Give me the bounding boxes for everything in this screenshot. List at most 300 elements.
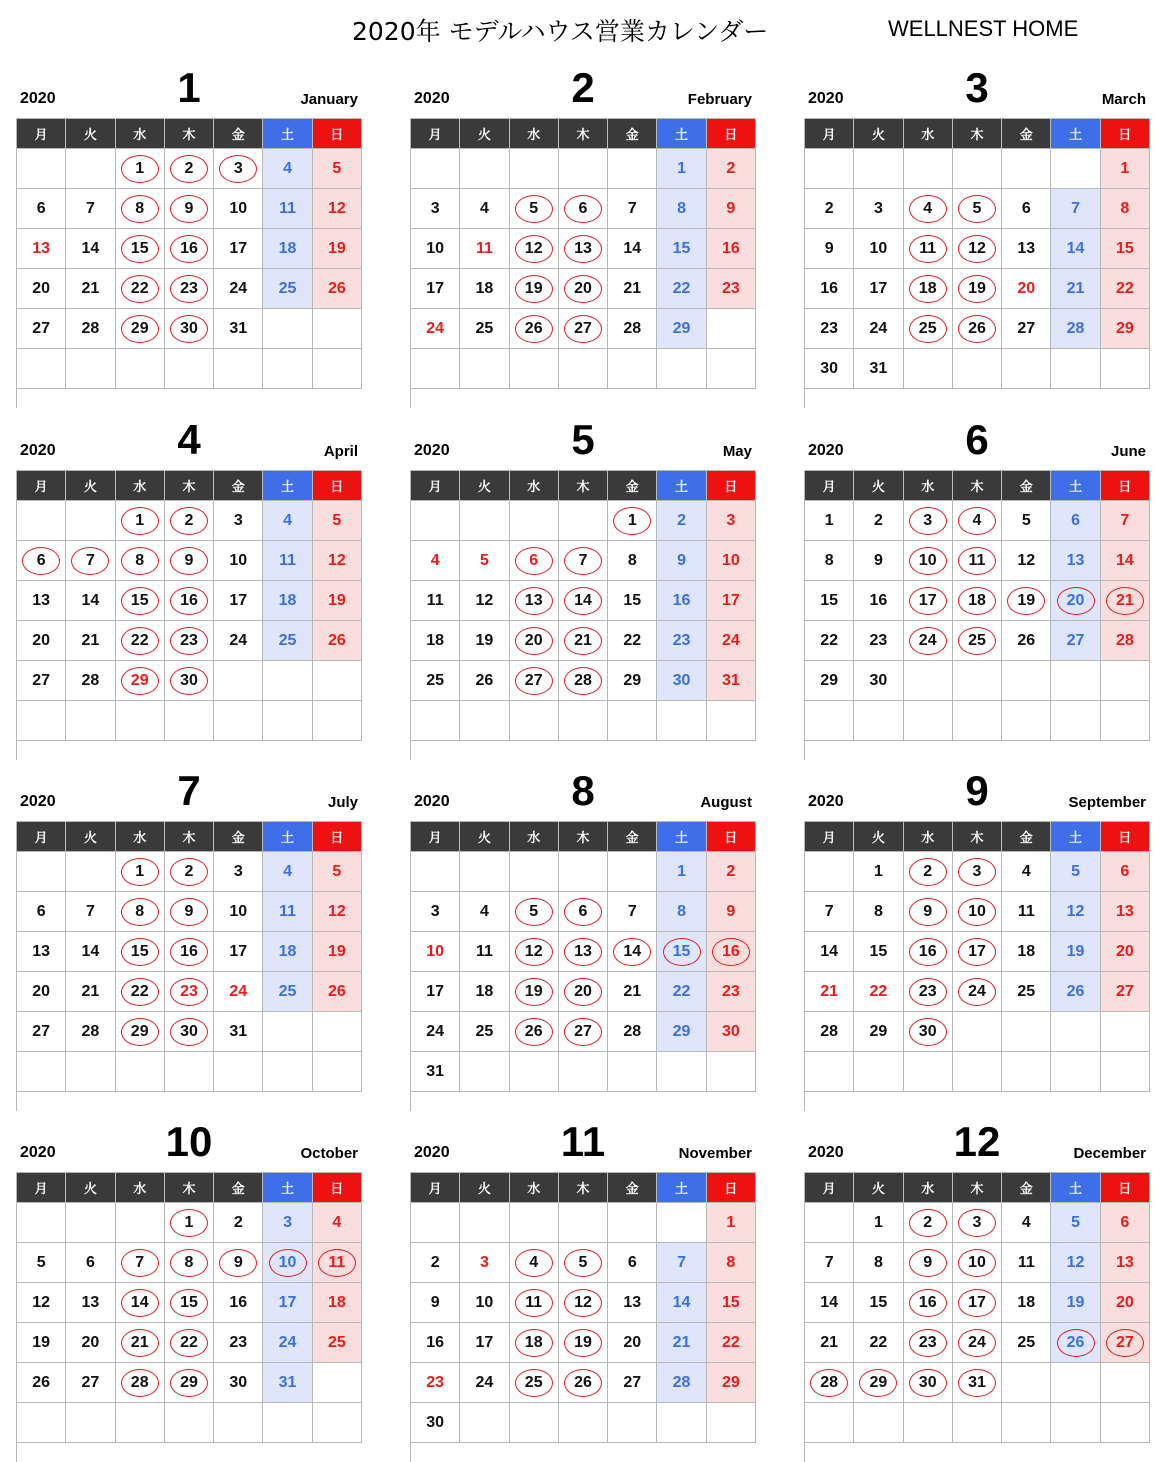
month-july [16, 767, 362, 1111]
day-cell-closed: 29 [116, 1012, 165, 1052]
day-cell: 25 [263, 972, 312, 1012]
day-cell: 4 [263, 501, 312, 541]
empty-cell [805, 1052, 854, 1092]
day-cell: 5 [313, 852, 362, 892]
day-cell: 17 [214, 932, 263, 972]
day-cell-closed: 26 [953, 309, 1002, 349]
empty-cell [510, 852, 559, 892]
day-cell-closed: 8 [116, 892, 165, 932]
day-cell-closed: 26 [1051, 1323, 1100, 1363]
weekday-header: 水 [510, 1173, 559, 1203]
day-cell: 25 [1002, 1323, 1051, 1363]
day-cell-closed: 1 [165, 1203, 214, 1243]
day-cell: 27 [17, 661, 66, 701]
day-cell-closed: 28 [116, 1363, 165, 1403]
empty-cell [460, 1203, 509, 1243]
empty-cell [608, 852, 657, 892]
day-cell: 7 [805, 892, 854, 932]
empty-cell [1002, 1052, 1051, 1092]
month-name: May [722, 443, 752, 460]
empty-cell [214, 661, 263, 701]
weekday-header: 火 [66, 1173, 115, 1203]
day-cell: 19 [313, 932, 362, 972]
weekday-header: 日 [313, 822, 362, 852]
empty-cell [657, 701, 706, 741]
day-cell-closed: 21 [559, 621, 608, 661]
day-cell: 16 [707, 229, 756, 269]
day-cell: 19 [1051, 1283, 1100, 1323]
day-cell: 8 [854, 1243, 903, 1283]
day-cell: 5 [1051, 852, 1100, 892]
month-number: 12 [953, 1118, 1001, 1165]
day-cell: 19 [460, 621, 509, 661]
weekday-header: 月 [411, 471, 460, 501]
weekday-header: 火 [66, 119, 115, 149]
day-cell: 27 [17, 309, 66, 349]
day-cell: 15 [657, 229, 706, 269]
empty-cell [66, 149, 115, 189]
month-name: April [323, 443, 358, 460]
day-cell-closed: 27 [559, 1012, 608, 1052]
day-cell: 29 [1101, 309, 1150, 349]
day-cell: 22 [854, 1323, 903, 1363]
day-cell-closed: 25 [953, 621, 1002, 661]
day-cell-closed: 20 [1051, 581, 1100, 621]
day-cell: 29 [608, 661, 657, 701]
day-cell: 26 [17, 1363, 66, 1403]
day-cell-closed: 4 [953, 501, 1002, 541]
empty-cell [1101, 1012, 1150, 1052]
month-grid [804, 118, 1150, 408]
empty-cell [66, 349, 115, 389]
empty-cell [411, 149, 460, 189]
day-cell: 14 [1051, 229, 1100, 269]
day-cell-closed: 11 [904, 229, 953, 269]
day-cell: 13 [66, 1283, 115, 1323]
day-cell: 17 [460, 1323, 509, 1363]
day-cell: 1 [1101, 149, 1150, 189]
day-cell-closed: 9 [165, 892, 214, 932]
day-cell-closed: 8 [116, 189, 165, 229]
day-cell: 14 [608, 229, 657, 269]
day-cell-closed: 16 [165, 932, 214, 972]
day-cell: 20 [66, 1323, 115, 1363]
weekday-header: 金 [214, 1173, 263, 1203]
day-cell: 12 [313, 892, 362, 932]
empty-cell [313, 349, 362, 389]
day-cell-closed: 5 [953, 189, 1002, 229]
weekday-header: 火 [460, 471, 509, 501]
day-cell-closed: 11 [953, 541, 1002, 581]
day-cell: 6 [608, 1243, 657, 1283]
day-cell-closed: 18 [953, 581, 1002, 621]
weekday-header: 月 [805, 471, 854, 501]
empty-cell [510, 501, 559, 541]
empty-cell [1101, 1052, 1150, 1092]
day-cell: 29 [657, 309, 706, 349]
day-cell: 7 [608, 189, 657, 229]
day-cell: 28 [66, 661, 115, 701]
day-cell: 10 [854, 229, 903, 269]
month-may [410, 416, 756, 760]
day-cell: 24 [411, 1012, 460, 1052]
day-cell-closed: 19 [510, 269, 559, 309]
weekday-header: 金 [214, 119, 263, 149]
empty-cell [904, 1052, 953, 1092]
day-cell: 28 [657, 1363, 706, 1403]
day-cell-closed: 30 [165, 661, 214, 701]
day-cell: 9 [805, 229, 854, 269]
day-cell: 22 [657, 972, 706, 1012]
empty-cell [707, 1403, 756, 1443]
day-cell-closed: 23 [165, 972, 214, 1012]
month-year: 2020 [808, 793, 844, 810]
weekday-header: 木 [559, 1173, 608, 1203]
empty-cell [904, 149, 953, 189]
day-cell: 8 [707, 1243, 756, 1283]
day-cell: 8 [854, 892, 903, 932]
day-cell-closed: 18 [510, 1323, 559, 1363]
empty-cell [263, 701, 312, 741]
day-cell: 1 [657, 149, 706, 189]
empty-cell [1002, 349, 1051, 389]
month-february [410, 64, 756, 408]
weekday-header: 金 [608, 1173, 657, 1203]
day-cell: 21 [608, 972, 657, 1012]
weekday-header: 木 [953, 1173, 1002, 1203]
empty-cell [1002, 1363, 1051, 1403]
day-cell-closed: 24 [953, 972, 1002, 1012]
day-cell: 3 [214, 501, 263, 541]
empty-cell [411, 852, 460, 892]
month-grid [804, 470, 1150, 760]
day-cell: 23 [707, 269, 756, 309]
month-year: 2020 [414, 442, 450, 459]
day-cell: 15 [608, 581, 657, 621]
empty-cell [707, 1052, 756, 1092]
empty-cell [904, 661, 953, 701]
day-cell: 2 [707, 149, 756, 189]
weekday-header: 金 [1002, 119, 1051, 149]
day-cell: 21 [805, 972, 854, 1012]
day-cell-closed: 5 [510, 892, 559, 932]
weekday-header: 月 [411, 1173, 460, 1203]
day-cell-closed: 31 [953, 1363, 1002, 1403]
month-year: 2020 [20, 90, 56, 107]
day-cell: 24 [854, 309, 903, 349]
day-cell: 31 [214, 1012, 263, 1052]
empty-cell [66, 852, 115, 892]
day-cell-closed: 16 [165, 581, 214, 621]
month-year: 2020 [414, 90, 450, 107]
weekday-header: 木 [165, 822, 214, 852]
empty-cell [1002, 661, 1051, 701]
day-cell: 6 [17, 189, 66, 229]
empty-cell [313, 1403, 362, 1443]
day-cell: 19 [313, 229, 362, 269]
weekday-header: 木 [953, 119, 1002, 149]
day-cell: 11 [263, 189, 312, 229]
weekday-header: 月 [805, 119, 854, 149]
month-grid [410, 1172, 756, 1462]
empty-cell [510, 701, 559, 741]
day-cell: 27 [1051, 621, 1100, 661]
day-cell: 27 [66, 1363, 115, 1403]
day-cell-closed: 10 [953, 1243, 1002, 1283]
month-october [16, 1118, 362, 1462]
day-cell: 14 [1101, 541, 1150, 581]
day-cell-closed: 4 [510, 1243, 559, 1283]
day-cell: 18 [411, 621, 460, 661]
day-cell-closed: 30 [904, 1012, 953, 1052]
month-name: July [327, 794, 358, 811]
empty-cell [608, 149, 657, 189]
empty-cell [953, 1052, 1002, 1092]
weekday-header: 日 [1101, 1173, 1150, 1203]
day-cell: 20 [17, 269, 66, 309]
empty-cell [165, 701, 214, 741]
day-cell: 4 [1002, 1203, 1051, 1243]
day-cell-closed: 27 [510, 661, 559, 701]
day-cell-closed: 3 [214, 149, 263, 189]
month-april [16, 416, 362, 760]
day-cell: 17 [263, 1283, 312, 1323]
weekday-header: 日 [707, 1173, 756, 1203]
empty-cell [559, 149, 608, 189]
empty-cell [805, 1203, 854, 1243]
month-june [804, 416, 1150, 760]
weekday-header: 日 [1101, 119, 1150, 149]
day-cell: 11 [1002, 1243, 1051, 1283]
day-cell: 31 [411, 1052, 460, 1092]
empty-cell [17, 149, 66, 189]
day-cell-closed: 27 [559, 309, 608, 349]
day-cell: 13 [17, 932, 66, 972]
month-number: 9 [965, 767, 989, 814]
day-cell: 26 [460, 661, 509, 701]
day-cell: 2 [214, 1203, 263, 1243]
day-cell: 12 [1002, 541, 1051, 581]
day-cell-closed: 25 [904, 309, 953, 349]
day-cell: 2 [805, 189, 854, 229]
empty-cell [263, 1403, 312, 1443]
day-cell-closed: 16 [707, 932, 756, 972]
empty-cell [953, 1403, 1002, 1443]
day-cell: 8 [1101, 189, 1150, 229]
weekday-header: 日 [707, 119, 756, 149]
empty-cell [1051, 1012, 1100, 1052]
day-cell: 24 [263, 1323, 312, 1363]
weekday-header: 月 [17, 471, 66, 501]
day-cell: 22 [707, 1323, 756, 1363]
empty-cell [17, 1403, 66, 1443]
day-cell-closed: 20 [559, 972, 608, 1012]
month-name: February [687, 91, 752, 108]
empty-cell [559, 1203, 608, 1243]
day-cell-closed: 12 [510, 229, 559, 269]
day-cell-closed: 20 [510, 621, 559, 661]
empty-cell [854, 1052, 903, 1092]
month-grid [410, 118, 756, 408]
weekday-header: 日 [707, 471, 756, 501]
day-cell: 14 [66, 229, 115, 269]
day-cell: 5 [313, 501, 362, 541]
day-cell-closed: 2 [165, 852, 214, 892]
weekday-header: 水 [904, 822, 953, 852]
weekday-header: 水 [116, 822, 165, 852]
empty-cell [904, 349, 953, 389]
day-cell: 24 [460, 1363, 509, 1403]
day-cell: 27 [17, 1012, 66, 1052]
day-cell: 12 [1051, 1243, 1100, 1283]
day-cell: 17 [411, 972, 460, 1012]
day-cell: 11 [460, 932, 509, 972]
day-cell: 11 [263, 541, 312, 581]
day-cell: 30 [805, 349, 854, 389]
month-year: 2020 [20, 442, 56, 459]
empty-cell [411, 349, 460, 389]
empty-cell [116, 1052, 165, 1092]
weekday-header: 水 [116, 471, 165, 501]
day-cell: 25 [460, 309, 509, 349]
month-march [804, 64, 1150, 408]
empty-cell [411, 1203, 460, 1243]
day-cell: 25 [411, 661, 460, 701]
weekday-header: 金 [608, 471, 657, 501]
day-cell: 30 [854, 661, 903, 701]
empty-cell [460, 701, 509, 741]
day-cell: 20 [1101, 932, 1150, 972]
empty-cell [953, 1012, 1002, 1052]
day-cell: 22 [1101, 269, 1150, 309]
empty-cell [1101, 1403, 1150, 1443]
weekday-header: 金 [1002, 471, 1051, 501]
empty-cell [460, 149, 509, 189]
month-number: 11 [560, 1118, 606, 1165]
day-cell: 11 [460, 229, 509, 269]
empty-cell [17, 852, 66, 892]
day-cell: 28 [66, 309, 115, 349]
day-cell: 4 [263, 149, 312, 189]
weekday-header: 木 [165, 1173, 214, 1203]
day-cell-closed: 2 [165, 501, 214, 541]
day-cell: 1 [805, 501, 854, 541]
day-cell: 28 [1101, 621, 1150, 661]
day-cell: 6 [1101, 1203, 1150, 1243]
day-cell: 18 [460, 269, 509, 309]
day-cell-closed: 14 [608, 932, 657, 972]
day-cell: 23 [657, 621, 706, 661]
weekday-header: 水 [904, 471, 953, 501]
weekday-header: 土 [1051, 471, 1100, 501]
day-cell-closed: 23 [904, 972, 953, 1012]
day-cell: 29 [657, 1012, 706, 1052]
day-cell: 13 [17, 229, 66, 269]
empty-cell [313, 1052, 362, 1092]
weekday-header: 木 [953, 822, 1002, 852]
day-cell: 24 [214, 972, 263, 1012]
empty-cell [263, 1052, 312, 1092]
day-cell-closed: 19 [559, 1323, 608, 1363]
day-cell: 25 [460, 1012, 509, 1052]
day-cell: 12 [17, 1283, 66, 1323]
empty-cell [805, 852, 854, 892]
weekday-header: 水 [510, 822, 559, 852]
day-cell-closed: 10 [263, 1243, 312, 1283]
empty-cell [263, 661, 312, 701]
day-cell: 31 [214, 309, 263, 349]
empty-cell [313, 661, 362, 701]
empty-cell [559, 501, 608, 541]
day-cell: 11 [1002, 892, 1051, 932]
day-cell-closed: 29 [116, 661, 165, 701]
empty-cell [657, 1403, 706, 1443]
day-cell-closed: 7 [116, 1243, 165, 1283]
day-cell: 20 [17, 621, 66, 661]
day-cell-closed: 9 [214, 1243, 263, 1283]
day-cell-closed: 6 [559, 189, 608, 229]
empty-cell [608, 1052, 657, 1092]
day-cell: 18 [263, 581, 312, 621]
empty-cell [165, 1052, 214, 1092]
day-cell: 5 [313, 149, 362, 189]
empty-cell [116, 1203, 165, 1243]
empty-cell [1101, 701, 1150, 741]
day-cell-closed: 2 [904, 1203, 953, 1243]
weekday-header: 水 [904, 119, 953, 149]
day-cell: 9 [411, 1283, 460, 1323]
month-grid [16, 821, 362, 1111]
day-cell-closed: 27 [1101, 1323, 1150, 1363]
day-cell-closed: 11 [510, 1283, 559, 1323]
weekday-header: 火 [460, 119, 509, 149]
empty-cell [1002, 1012, 1051, 1052]
weekday-header: 土 [657, 1173, 706, 1203]
empty-cell [17, 1203, 66, 1243]
weekday-header: 火 [854, 119, 903, 149]
empty-cell [66, 1403, 115, 1443]
day-cell: 20 [608, 1323, 657, 1363]
day-cell: 25 [1002, 972, 1051, 1012]
day-cell: 28 [1051, 309, 1100, 349]
day-cell: 24 [214, 269, 263, 309]
empty-cell [165, 1403, 214, 1443]
day-cell: 13 [1002, 229, 1051, 269]
day-cell-closed: 19 [1002, 581, 1051, 621]
day-cell: 10 [411, 932, 460, 972]
month-grid [410, 470, 756, 760]
month-december [804, 1118, 1150, 1462]
empty-cell [17, 701, 66, 741]
day-cell: 2 [854, 501, 903, 541]
empty-cell [559, 1052, 608, 1092]
month-year: 2020 [808, 1144, 844, 1161]
day-cell: 15 [854, 932, 903, 972]
month-number: 2 [571, 64, 595, 111]
empty-cell [214, 1052, 263, 1092]
day-cell-closed: 15 [116, 229, 165, 269]
day-cell-closed: 22 [165, 1323, 214, 1363]
day-cell: 18 [1002, 932, 1051, 972]
day-cell-closed: 17 [953, 1283, 1002, 1323]
day-cell: 15 [854, 1283, 903, 1323]
day-cell: 20 [1101, 1283, 1150, 1323]
empty-cell [510, 1052, 559, 1092]
day-cell: 27 [608, 1363, 657, 1403]
empty-cell [953, 349, 1002, 389]
empty-cell [657, 349, 706, 389]
month-name: June [1110, 443, 1146, 460]
